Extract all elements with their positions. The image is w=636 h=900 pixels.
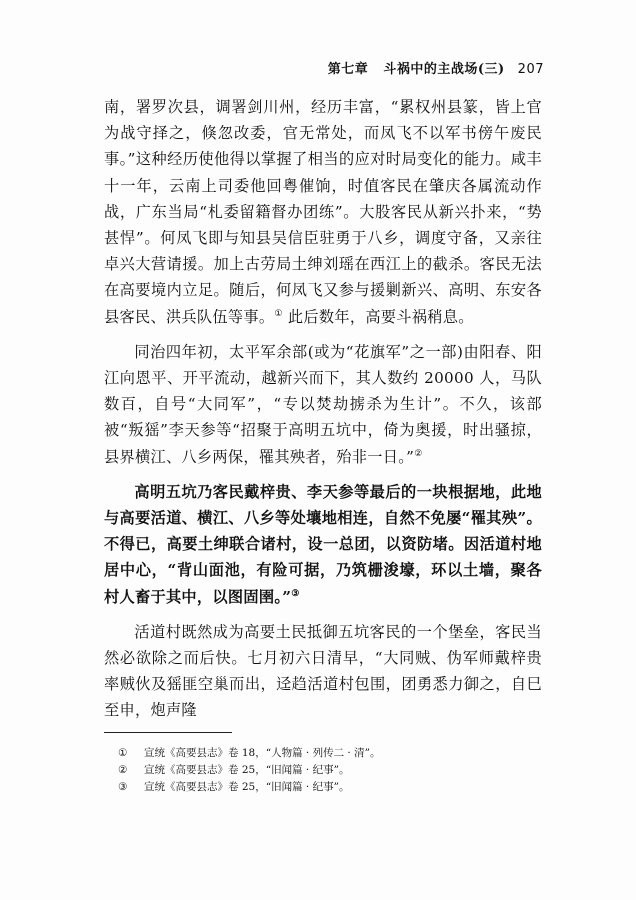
paragraph — [104, 94, 542, 330]
paragraph — [104, 479, 542, 610]
paragraph — [104, 619, 542, 724]
body-text — [104, 94, 542, 733]
footnote — [118, 762, 538, 779]
running-header — [328, 58, 544, 77]
footnote-mark: ② — [118, 764, 128, 776]
paragraph-text: 南，署罗次县，调署剑川州，经历丰富，“累权州县篆，皆上官为战守择之，倏忽改委，官无常处，而凤飞不以军书傍午废民事。”这种经历使他得以掌握了相当的应对时局变化的能力。咸丰十一年，云南上司委他回粤催饷，时值客民在肇庆各属流动作战，广东当局“札委留籍督办团练”。大股客民从新兴扑来，“势甚悍”。何凤飞即与知县吴信臣驻勇于八乡，调度守备，又亲往卓兴大营请援。加上古劳局土绅刘瑶在西江上的截杀。客民无法在高要境内立足。随后，何凤飞又参与援剿新兴、高明、东安各县客民、洪兵队伍等事。 — [104, 98, 542, 326]
footnote-ref: ① — [274, 308, 283, 319]
footnote-ref: ② — [414, 448, 423, 459]
footnote-text: 宣统《高要县志》卷 18，“人物篇 · 列传二 · 清”。 — [144, 747, 381, 759]
paragraph-text: 高明五坑乃客民戴梓贵、李天参等最后的一块根据地，此地与高要活道、横江、八乡等处壤地相连，自然不免屡“罹其殃”。不得已，高要土绅联合诸村，设一总团，以资防堵。因活道村地居中心，“背山面池，有险可据，乃筑栅浚壕，环以土墙，聚各村人畜于其中，以图固圉。” — [104, 482, 542, 606]
paragraph-tail: 此后数年，高要斗祸稍息。 — [282, 307, 474, 326]
paragraph-text: 活道村既然成为高要土民抵御五坑客民的一个堡垒，客民当然必欲除之而后快。七月初六日清早，“大同贼、伪军师戴梓贵率贼伙及猺匪空巢而出，迳趋活道村包围，团勇悉力御之，自巳至申，炮声隆 — [104, 622, 542, 720]
footnote-divider — [104, 732, 232, 733]
paragraph-text: 同治四年初，太平军余部(或为“花旗军”之一部)由阳春、阳江向恩平、开平流动，越新兴而下，其人数约 20000 人，马队数百，自号“大同军”，“专以焚劫掳杀为生计”。不久，该部被“叛猺”李天参等“招聚于高明五坑中，倚为奥援，时出骚掠，县界横江、八乡两保，罹其殃者，殆非一日。” — [104, 342, 542, 466]
footnote-mark: ① — [118, 747, 128, 759]
footnote-ref: ③ — [291, 588, 300, 599]
footnote — [118, 779, 538, 796]
paragraph — [104, 339, 542, 470]
footnote-text: 宣统《高要县志》卷 25，“旧闻篇 · 纪事”。 — [144, 764, 350, 776]
footnotes — [118, 745, 538, 796]
page-number: 207 — [517, 62, 544, 77]
footnote-mark: ③ — [118, 781, 128, 793]
footnote-text: 宣统《高要县志》卷 25，“旧闻篇 · 纪事”。 — [144, 781, 350, 793]
chapter-title: 斗祸中的主战场(三) — [383, 62, 505, 77]
footnote — [118, 745, 538, 762]
chapter-label: 第七章 — [327, 62, 369, 77]
